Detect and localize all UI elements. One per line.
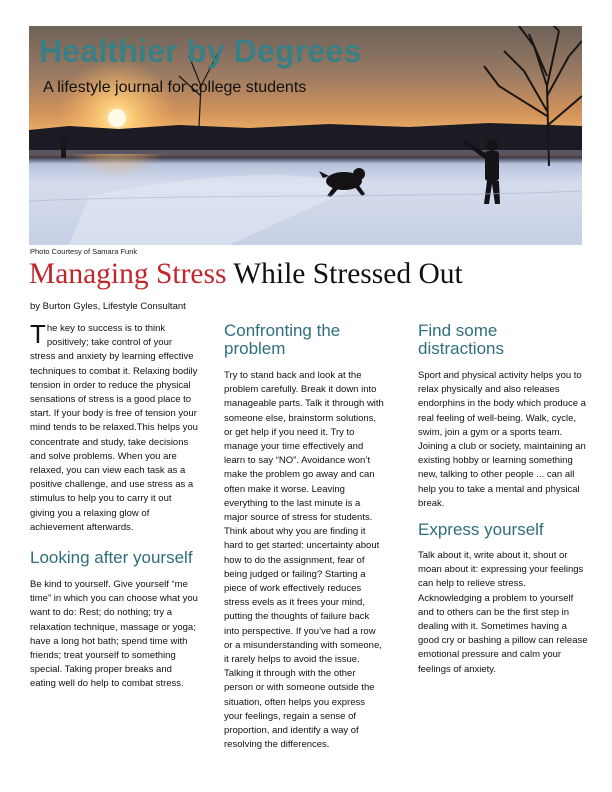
snow-highlight xyxy=(69,175,359,245)
section-body-distractions: Sport and physical activity helps you to relax physically and also releases endorphins in the body which produce a real feeling of well-being. Walk, cycle, swim, join a gym or a sports team. Joining a club or society, maintaining an existing hobby or learning something new, talking to other people ... can all help you to take a mental and physical break. xyxy=(418,370,586,509)
sun xyxy=(108,109,126,127)
person-left xyxy=(61,138,67,158)
intro-text: he key to success is to think positively; take control of your stress and anxiety by learning effective techniques to combat it. Relaxing bodily tension in order to reduce the physical sensations of stress is a good place to start. If your body is free of tension your mind tends to be relaxed.This helps you concentrate and study, take decisions and solve problems. When you are relaxed, you can view each task as a positive challenge, and use stress as a stimulus to help you to carry it out giving you a relaxing glow of achievement afterwards. xyxy=(30,323,198,533)
column-1 xyxy=(30,319,198,692)
byline: by Burton Gyles, Lifestyle Consultant xyxy=(30,301,186,312)
section-heading-express: Express yourself xyxy=(418,520,544,540)
section-body-express: Talk about it, write about it, shout or moan about it: expressing your feelings can help to relieve stress. Acknowledging a problem to yourself and to others can be the first step in dealing with it. Sometimes having a good cry or bashing a pillow can release emotional pressure and calm your feelings of anxiety. xyxy=(418,550,588,675)
section-body-looking-after: Be kind to yourself. Give yourself “me time” in which you can choose what you want to do: Rest; do nothing; try a relaxation technique, massage or yoga; have a long hot bath; spend time with friends; treat yourself to something special. Taking proper breaks and eating well do help to combat stress. xyxy=(30,579,198,690)
column-2 xyxy=(224,322,386,752)
section-heading-confronting: Confronting the problem xyxy=(224,321,341,358)
photo-credit: Photo Courtesy of Samara Funk xyxy=(30,247,138,256)
headline-rest: While Stressed Out xyxy=(226,258,463,290)
headline-accent: Managing Stress xyxy=(29,258,227,290)
column-3 xyxy=(418,322,588,677)
section-body-confronting: Try to stand back and look at the problem carefully. Break it down into manageable parts. Talk it through with someone else, brainstorm solutions, or get help if you need it. Try to manage your time effectively and learn to say “NO”. Avoidance won’t make the problem go away and can often make it worse. Leaving everything to the last minute is a major source of stress for students. Think about why you are finding it hard to get started: uncertainty about how to do the assignment, fear of being judged or failing? Starting a piece of work effectively reduces stress evels as it frees your mind, putting the thoughts of failure back into perspective. If you’ve had a row or a misunderstanding with someone, it rarely helps to avoid the issue. Talking it through with the other person or with someone outside the situation, often helps you express your feelings, regain a sense of proportion, and identify a way of resolving the differences. xyxy=(224,370,384,751)
masthead-tagline: A lifestyle journal for college students xyxy=(43,79,307,96)
section-heading-looking-after: Looking after yourself xyxy=(30,548,193,568)
section-heading-distractions: Find some distractions xyxy=(418,321,504,358)
drop-cap: T xyxy=(30,319,46,349)
masthead-title: Healthier by Degrees xyxy=(39,33,362,69)
article-headline xyxy=(29,258,463,291)
intro-paragraph xyxy=(30,319,198,535)
